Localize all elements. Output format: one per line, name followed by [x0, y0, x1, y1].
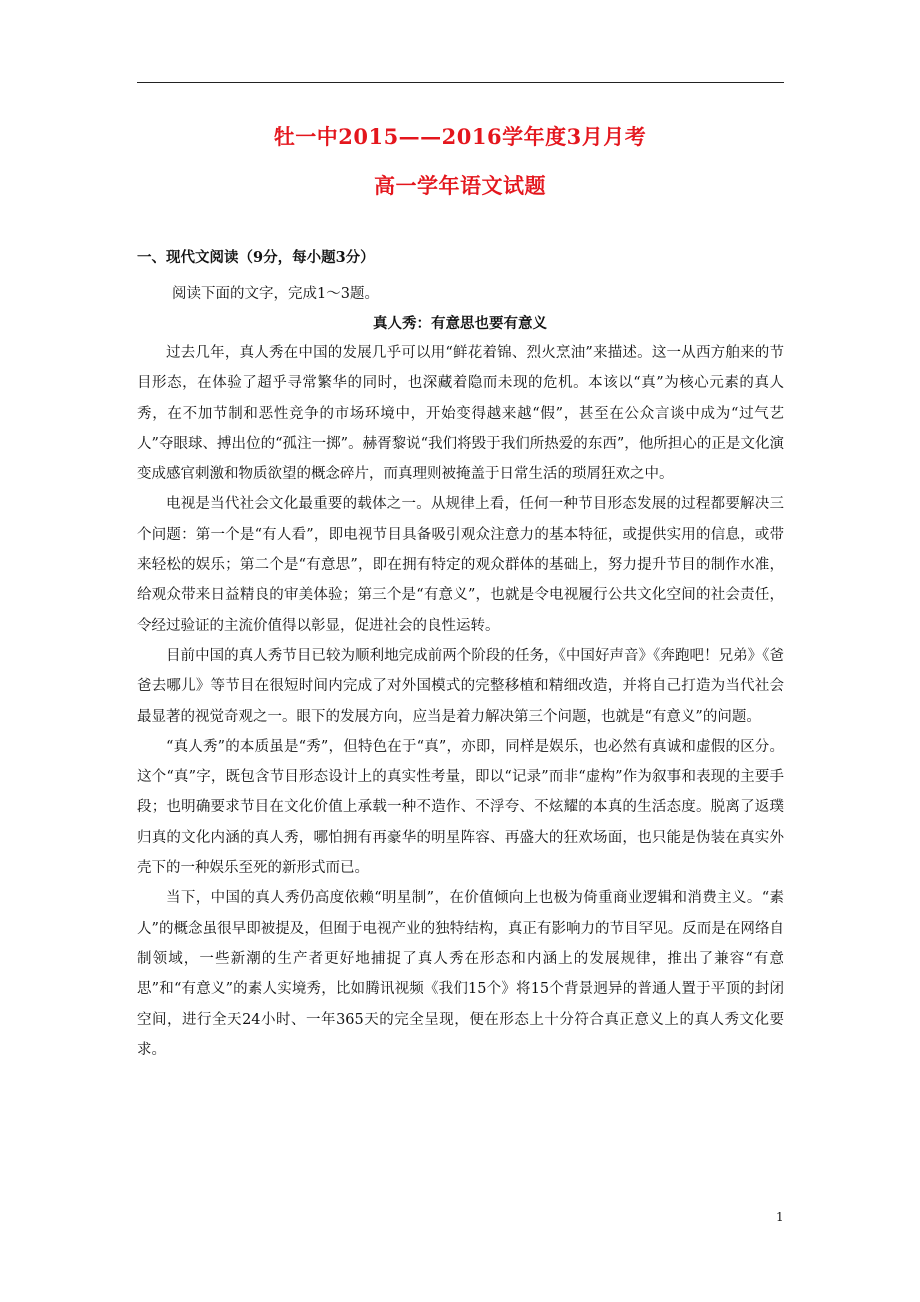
- exam-subtitle: 高一学年语文试题: [374, 173, 546, 198]
- article-paragraph: 过去几年，真人秀在中国的发展几乎可以用“鲜花着锦、烈火烹油”来描述。这一从西方舶来的节目形态，在体验了超乎寻常繁华的同时，也深藏着隐而未现的危机。本该以“真”为核心元素的真人秀，在不加节制和恶性竞争的市场环境中，开始变得越来越“假”，甚至在公众言谈中成为“过气艺人”夺眼球、搏出位的“孤注一掷”。赫胥黎说“我们将毁于我们所热爱的东西”，他所担心的正是文化演变成感官刺激和物质欲望的概念碎片，而真理则被掩盖于日常生活的琐屑狂欢之中。: [137, 345, 784, 483]
- article-paragraph: 当下，中国的真人秀仍高度依赖“明星制”，在价值倾向上也极为倚重商业逻辑和消费主义。“素人”的概念虽很早即被提及，但囿于电视产业的独特结构，真正有影响力的节目罕见。反而是在网络自制领域，一些新潮的生产者更好地捕捉了真人秀在形态和内涵上的发展规律，推出了兼容“有意思”和“有意义”的素人实境秀，比如腾讯视频《我们15个》将15个背景迥异的普通人置于平顶的封闭空间，进行全天24小时、一年365天的完全呈现，便在形态上十分符合真正意义上的真人秀文化要求。: [137, 890, 784, 1058]
- article-body: [137, 338, 784, 1065]
- section-heading: 一、现代文阅读（9分，每小题3分）: [137, 249, 375, 266]
- article-title: 真人秀：有意思也要有意义: [373, 315, 547, 332]
- page-number: 1: [776, 1210, 784, 1224]
- article-paragraph: “真人秀”的本质虽是“秀”，但特色在于“真”，亦即，同样是娱乐，也必然有真诚和虚假的区分。这个“真”字，既包含节目形态设计上的真实性考量，即以“记录”而非“虚构”作为叙事和表现的主要手段；也明确要求节目在文化价值上承载一种不造作、不浮夸、不炫耀的本真的生活态度。脱离了返璞归真的文化内涵的真人秀，哪怕拥有再豪华的明星阵容、再盛大的狂欢场面，也只能是伪装在真实外壳下的一种娱乐至死的新形式而已。: [137, 738, 784, 877]
- article-paragraph: 电视是当代社会文化最重要的载体之一。从规律上看，任何一种节目形态发展的过程都要解决三个问题：第一个是“有人看”，即电视节目具备吸引观众注意力的基本特征，或提供实用的信息，或带来轻松的娱乐；第二个是“有意思”，即在拥有特定的观众群体的基础上，努力提升节目的制作水准，给观众带来日益精良的审美体验；第三个是“有意义”，也就是令电视履行公共文化空间的社会责任，令经过验证的主流价值得以彰显，促进社会的良性运转。: [137, 496, 784, 634]
- reading-instruction: 阅读下面的文字，完成1～3题。: [172, 286, 379, 302]
- article-paragraph: 目前中国的真人秀节目已较为顺利地完成前两个阶段的任务，《中国好声音》《奔跑吧！兄弟》《爸爸去哪儿》等节目在很短时间内完成了对外国模式的完整移植和精细改造，并将自己打造为当代社会最显著的视觉奇观之一。眼下的发展方向，应当是着力解决第三个问题，也就是“有意义”的问题。: [137, 647, 784, 725]
- exam-title: 牡一中2015——2016学年度3月月考: [273, 124, 647, 149]
- header-rule: [137, 82, 784, 83]
